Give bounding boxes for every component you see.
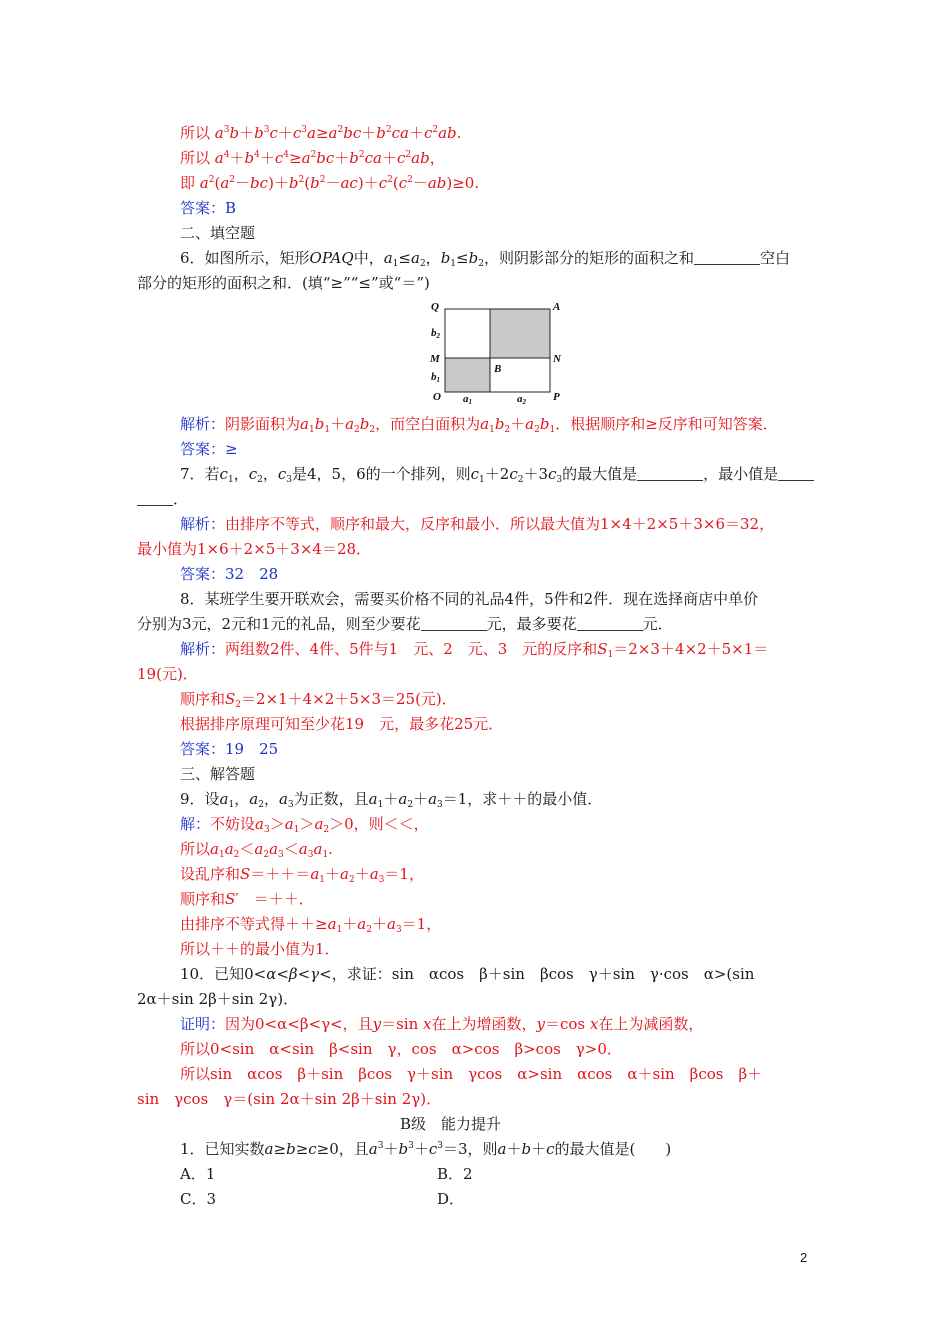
option-c[interactable]: C．3: [180, 1190, 217, 1208]
proof-10-cont: 所以0<sin α<sin β<sin γ，cos α>cos β>cos γ>0．: [180, 1040, 622, 1058]
option-d[interactable]: D．: [437, 1190, 465, 1208]
shaded-rect-lower: [445, 358, 490, 392]
label-Q: Q: [431, 301, 439, 313]
option-b[interactable]: B．2: [437, 1165, 473, 1183]
solution-8-cont: 19(元)．: [137, 665, 198, 683]
label-b1: b1: [431, 371, 440, 384]
solution-9-cont: 所以$a_1a_2<a_2a_3<a_3a_1$.: [180, 840, 333, 860]
solution-9-cont: 所以＋＋的最小值为1．: [180, 940, 340, 958]
solution-9-cont: 设乱序和$S=++=a_1+a_2+a_3=1$，: [180, 865, 424, 885]
label-M: M: [430, 353, 440, 365]
fill-blank[interactable]: [694, 250, 760, 265]
solution-line: 所以 $a^4+b^4+c^4\ge a^2bc+b^2ca+c^2ab$，: [180, 149, 445, 167]
question-6-cont: 部分的矩形的面积之和．(填“≥”“≤”或“＝”): [137, 274, 430, 292]
proof-10-cont: 所以sin αcos β＋sin βcos γ＋sin γcos α>sin αcos α＋sin βcos β＋: [180, 1065, 763, 1083]
label-a2: a2: [517, 393, 526, 404]
fill-blank[interactable]: [778, 466, 814, 481]
question-8-cont: 分别为3元，2元和1元的礼品，则至少要花 元，最多要花 元．: [137, 615, 673, 633]
solution-7-cont: 最小值为1×6＋2×5＋3×4＝28．: [137, 540, 372, 558]
fill-blank[interactable]: [577, 616, 643, 631]
answer-line: 答案：B: [180, 199, 237, 217]
question-9: 9．设$a_1$，$a_2$，$a_3$为正数，且$a_1+a_2+a_3=1$，求＋＋的最小值．: [180, 790, 603, 810]
question-7: 7．若$c_1$，$c_2$，$c_3$是4，5，6的一个排列，则$c_1+2c_2+3c_3$的最大值是 ，最小值是: [180, 464, 814, 484]
solution-9-cont: 顺序和S′ ＝＋＋．: [180, 890, 314, 908]
answer-line: 答案：32 28: [180, 565, 279, 583]
answer-line: 答案：19 25: [180, 740, 279, 758]
option-a[interactable]: A．1: [180, 1165, 216, 1183]
answer-line: 答案：≥: [180, 440, 238, 458]
solution-7: 解析：由排序不等式，顺序和最大，反序和最小．所以最大值为1×4＋2×5＋3×6＝32，: [180, 515, 775, 533]
shaded-rect-upper: [490, 309, 550, 358]
fill-blank[interactable]: [637, 466, 703, 481]
solution-line: 所以 $a^3b+b^3c+c^3a\ge a^2bc+b^2ca+c^2ab$.: [180, 124, 462, 142]
label-N: N: [553, 353, 561, 365]
section-heading: 二、填空题: [180, 224, 256, 242]
solution-8-cont: 顺序和$S_2=2\times 1+4\times 2+5\times 3=25$(元)．: [180, 690, 457, 710]
proof-10-cont: sin γcos γ＝(sin 2α＋sin 2β＋sin 2γ)．: [137, 1090, 442, 1108]
label-O: O: [433, 391, 441, 403]
question-6: 6．如图所示，矩形OPAQ中，$a_1\le a_2$，$b_1\le b_2$，则阴影部分的矩形的面积之和 空白: [180, 249, 790, 269]
section-heading: 三、解答题: [180, 765, 256, 783]
label-P: P: [553, 391, 560, 403]
proof-10: 证明：因为0<α<β<γ<，且y＝sin x在上为增函数，y＝cos x在上为减函数，: [180, 1015, 704, 1033]
solution-9: 解：不妨设$a_3>a_1>a_2>0$，则＜＜，: [180, 815, 429, 835]
section-heading: B级 能力提升: [400, 1115, 502, 1133]
question-10-cont: 2α＋sin 2β＋sin 2γ)．: [137, 990, 299, 1008]
question-7-cont: ．: [137, 489, 188, 509]
fill-blank[interactable]: [137, 491, 173, 506]
solution-6: 解析：阴影面积为$a_1b_1+a_2b_2$，而空白面积为$a_1b_2+a_2b_1$．根据顺序和≥反序和可知答案．: [180, 415, 778, 435]
solution-line: 即 $a^2(a^2-bc)+b^2(b^2-ac)+c^2(c^2-ab)\ge 0$.: [180, 174, 480, 192]
rectangle-figure: [425, 298, 575, 404]
solution-8-cont: 根据排序原理可知至少花19 元，最多花25元．: [180, 715, 504, 733]
page-number: 2: [800, 1250, 808, 1265]
question-8: 8．某班学生要开联欢会，需要买价格不同的礼品4件，5件和2件．现在选择商店中单价: [180, 590, 759, 608]
fill-blank[interactable]: [421, 616, 487, 631]
solution-9-cont: 由排序不等式得$++\ge a_1+a_2+a_3=1$，: [180, 915, 442, 935]
label-b2: b2: [431, 327, 440, 340]
label-B: B: [494, 363, 502, 375]
question-b1: 1．已知实数a≥b≥c≥0，且$a^3+b^3+c^3=3$，则a＋b＋c的最大值是( ): [180, 1140, 672, 1158]
question-10: 10．已知0<α<β<γ<，求证：sin αcos β＋sin βcos γ＋sin γ·cos α>(sin: [180, 965, 755, 983]
label-a1: a1: [463, 393, 472, 404]
solution-8: 解析：两组数2件、4件、5件与1 元、2 元、3 元的反序和$S_1=2\times 3+4\times 2+5\times 1=$: [180, 640, 769, 660]
label-A: A: [553, 301, 561, 313]
